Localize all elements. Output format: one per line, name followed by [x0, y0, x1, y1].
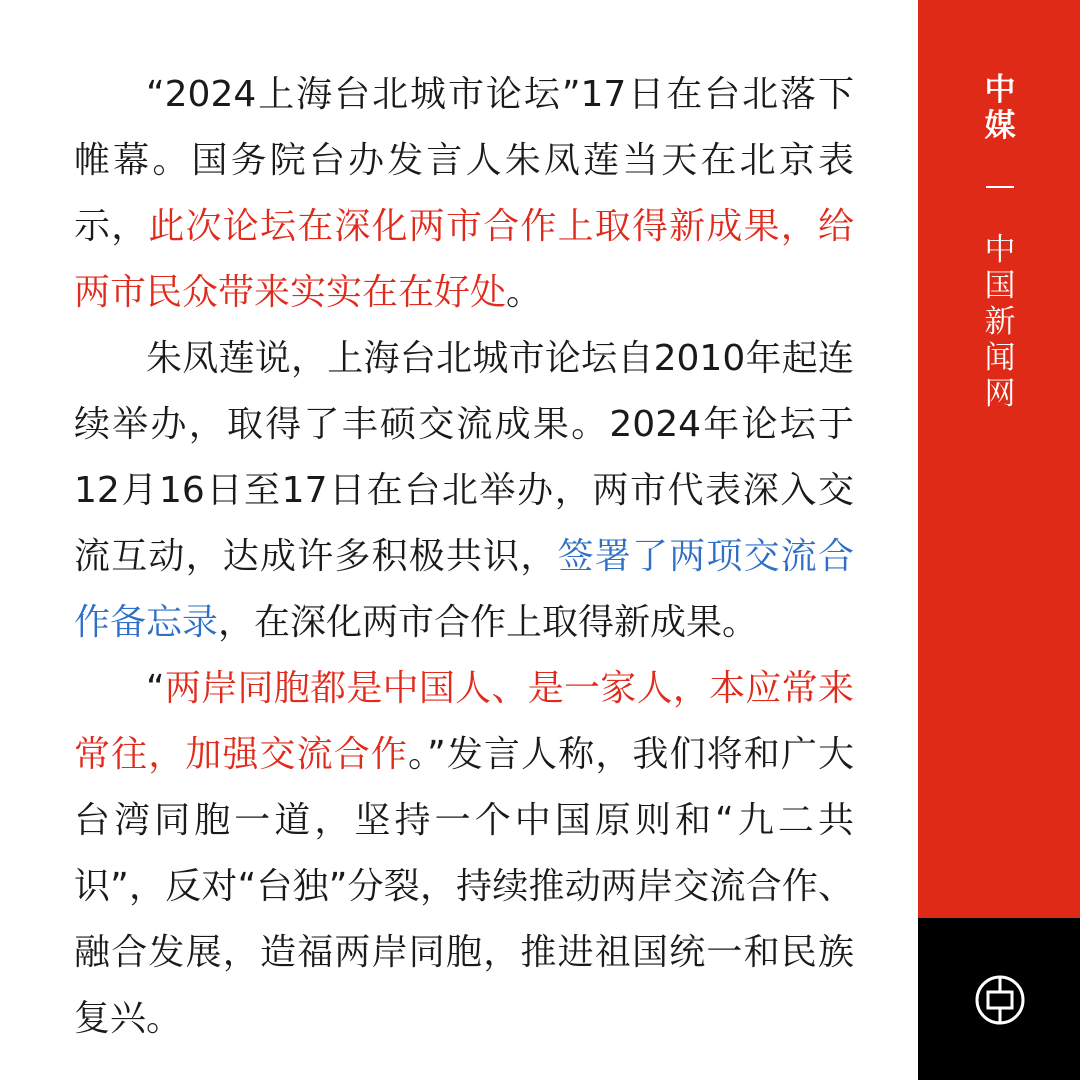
paragraph-3-open-quote: “ — [146, 668, 165, 709]
paragraph-3-text: 。”发言人称，我们将和广大台湾同胞一道，坚持一个中国原则和“九二共识”，反对“台独”分裂，持续推动两岸交流合作、融合发展，造福两岸同胞，推进祖国统一和民族复兴。 — [74, 734, 854, 1039]
sidebar-divider — [986, 186, 1014, 188]
article-body — [74, 62, 854, 1052]
circle-logo-icon — [974, 974, 1026, 1026]
paragraph-3 — [74, 656, 854, 1052]
paragraph-1-text: “2024上海台北城市论坛”17日在台北落下帷幕。国务院台办发言人朱凤莲当天在北京表示， — [74, 74, 854, 247]
paragraph-3-highlight: 两岸同胞都是中国人、是一家人，本应常来常往，加强交流合作 — [74, 668, 854, 775]
sidebar-red-panel — [918, 0, 1080, 918]
paragraph-2 — [74, 326, 854, 656]
paragraph-1-highlight: 此次论坛在深化两市合作上取得新成果，给两市民众带来实实在在好处 — [74, 206, 854, 313]
sidebar-label-source: 中国新闻网 — [984, 232, 1016, 412]
paragraph-2-end: ，在深化两市合作上取得新成果。 — [218, 602, 759, 643]
sidebar — [918, 0, 1080, 1080]
paragraph-2-highlight: 签署了两项交流合作备忘录 — [74, 536, 854, 643]
paragraph-1-end: 。 — [506, 272, 543, 313]
sidebar-label-media: 中媒 — [984, 72, 1016, 144]
sidebar-black-panel — [918, 918, 1080, 1080]
paragraph-2-text: 朱凤莲说，上海台北城市论坛自2010年起连续举办，取得了丰硕交流成果。2024年论坛于12月16日至17日在台北举办，两市代表深入交流互动，达成许多积极共识， — [74, 338, 854, 577]
paragraph-1 — [74, 62, 854, 326]
